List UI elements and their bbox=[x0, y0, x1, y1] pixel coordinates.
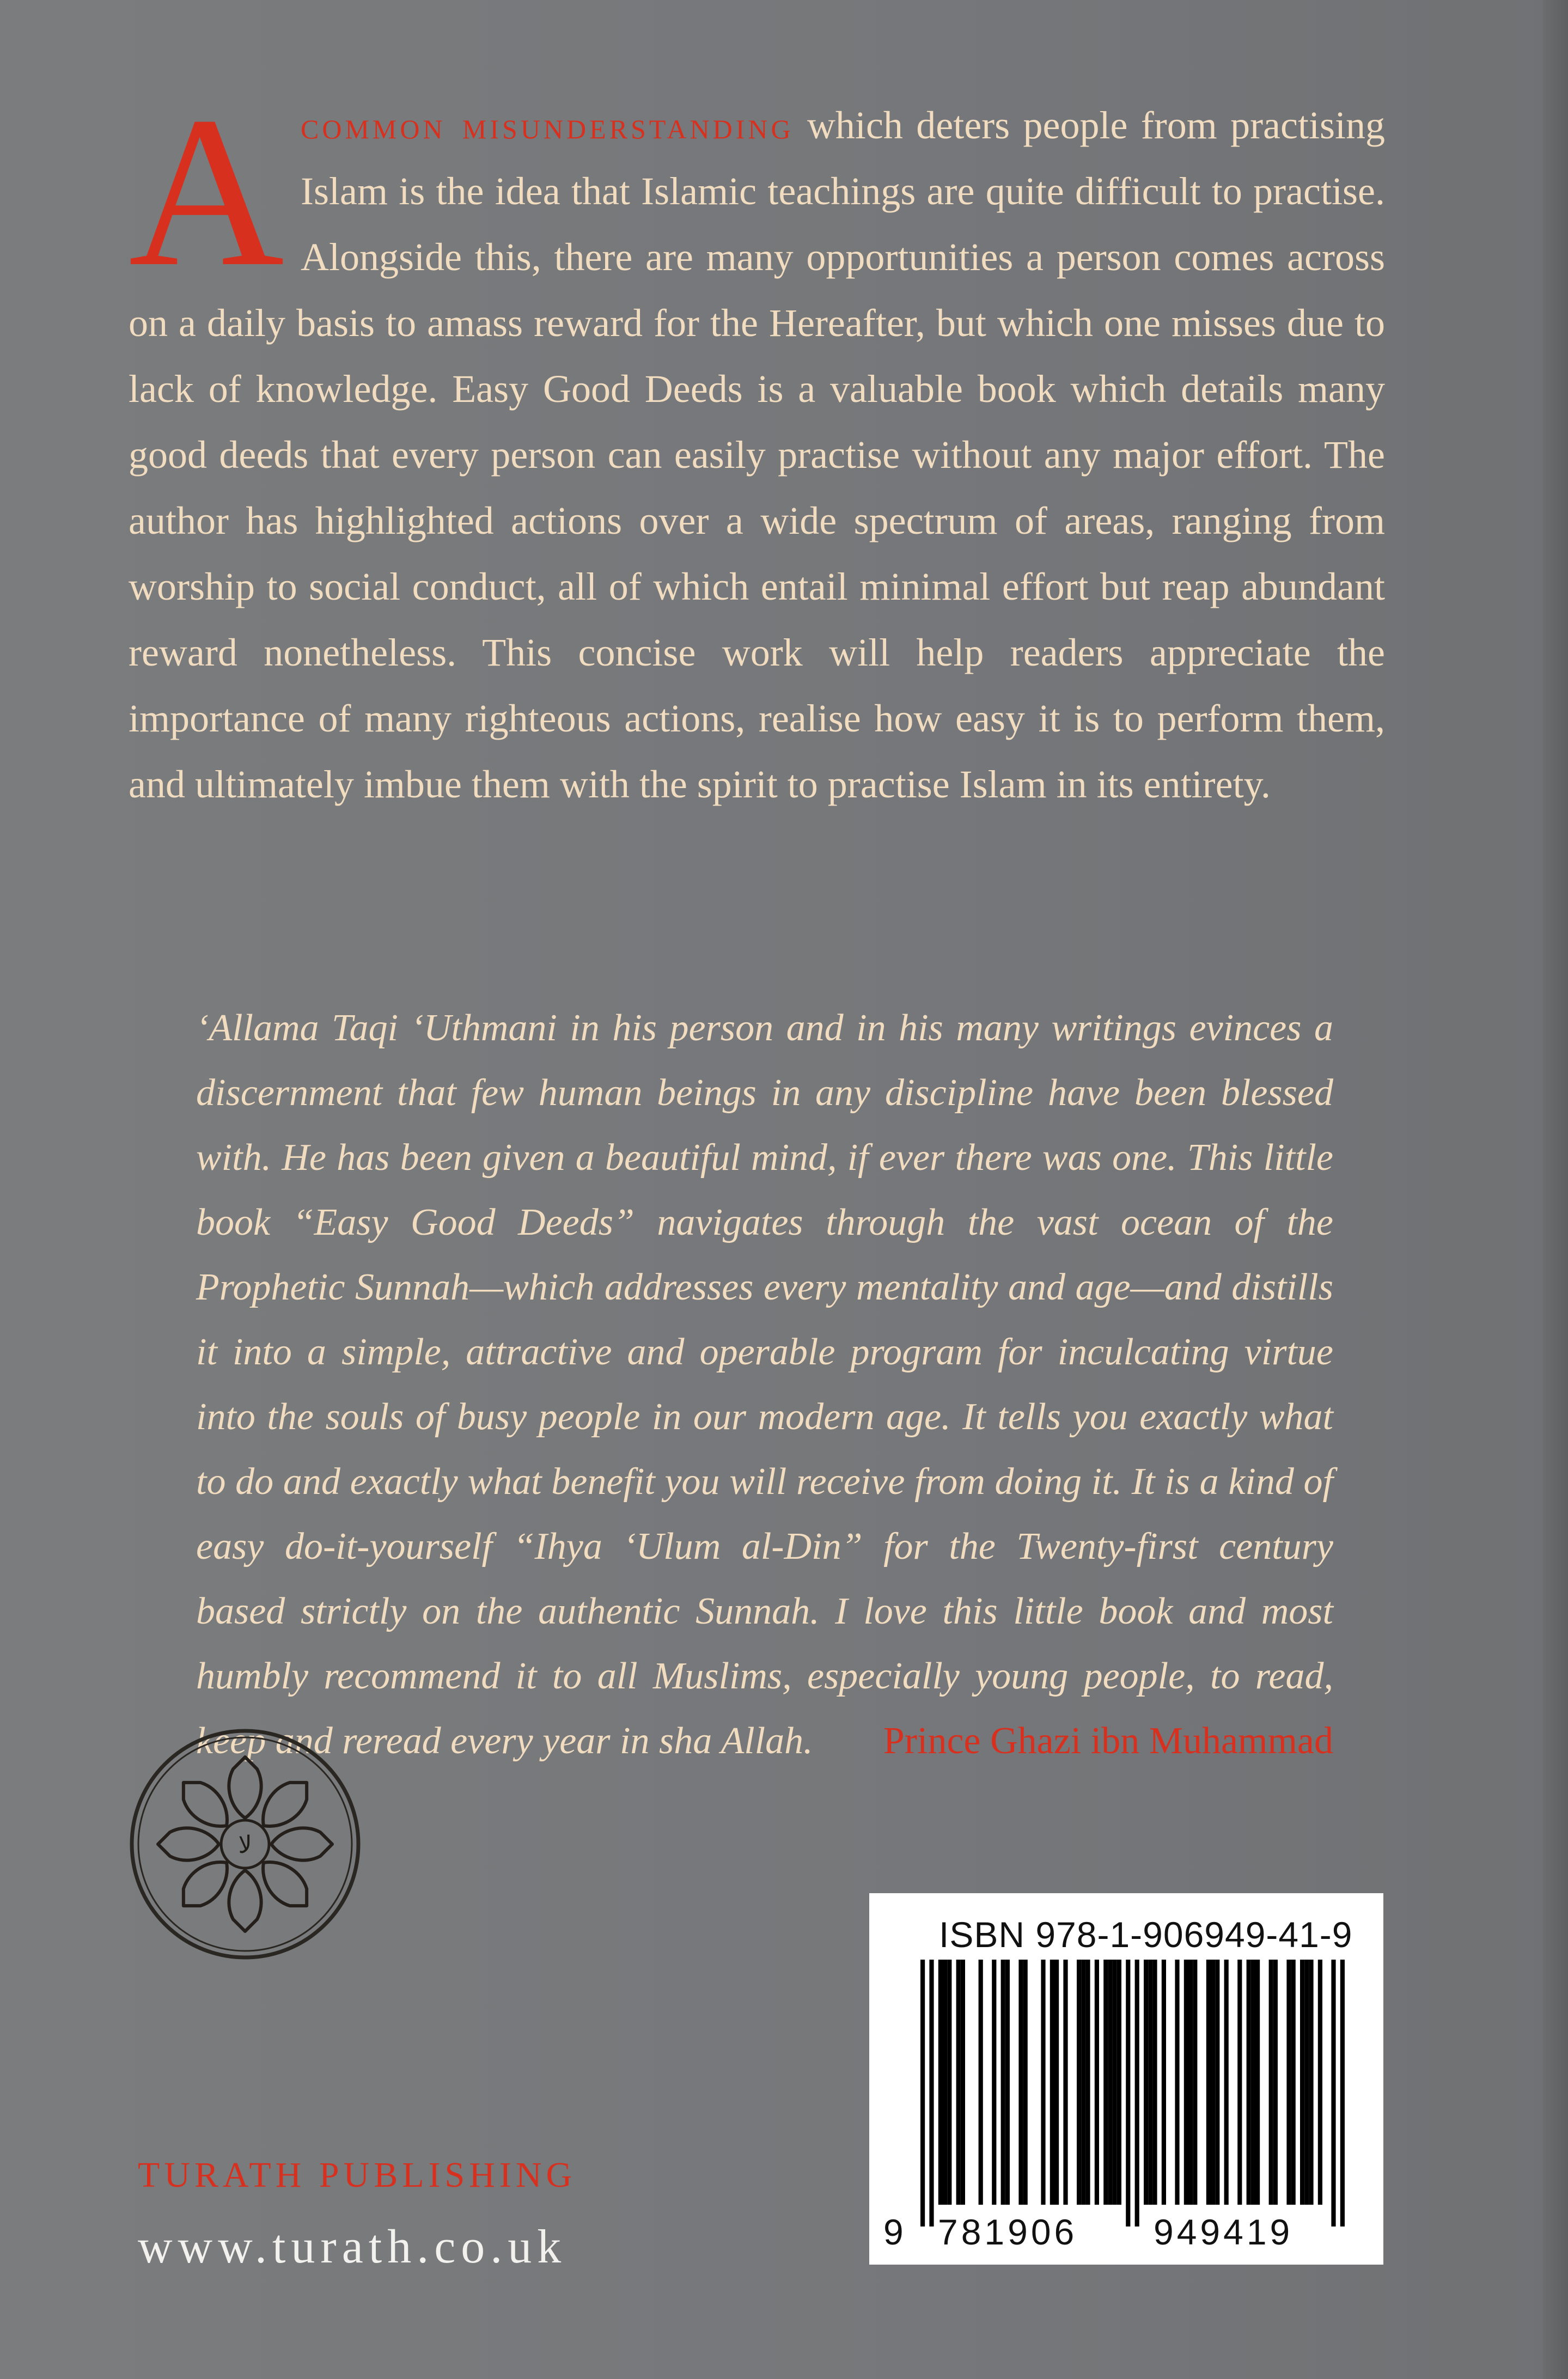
barcode-bar bbox=[1018, 1960, 1023, 2205]
barcode-bar bbox=[1206, 1960, 1211, 2205]
publisher-website: www.turath.co.uk bbox=[138, 2221, 567, 2273]
barcode-bar bbox=[956, 1960, 961, 2205]
barcode-digit-lead: 9 bbox=[883, 2212, 904, 2252]
barcode-bar bbox=[920, 1960, 925, 2226]
barcode-bar bbox=[961, 1960, 965, 2205]
barcode-bar bbox=[1063, 1960, 1067, 2205]
barcode-digits-left: 781906 bbox=[938, 2212, 1078, 2252]
barcode-bar bbox=[1286, 1960, 1291, 2205]
barcode-bar bbox=[1148, 1960, 1152, 2205]
barcode-bar bbox=[1117, 1960, 1121, 2205]
barcode-bar bbox=[1318, 1960, 1322, 2205]
barcode-bar bbox=[1300, 1960, 1304, 2205]
blurb-text: which deters people from practising Islam is the idea that Islamic teachings are quite difficult to practise. Alongside this, there are many opportunities a person comes across on a daily basis to amass reward for the Hereafter, but which one misses due to lack of knowledge. Easy Good Deeds is a valuable book which details many good deeds that every person can easily practise without any major effort. The author has highlighted actions over a wide spectrum of areas, ranging from worship to social conduct, all of which entail minimal effort but reap abundant reward nonetheless. This concise work will help readers appreciate the importance of many righteous actions, realise how easy it is to perform them, and ultimately imbue them with the spirit to practise Islam in its entirety. bbox=[129, 103, 1385, 806]
barcode-bar bbox=[1255, 1960, 1260, 2205]
emblem-calligraphy: لا bbox=[238, 1831, 252, 1859]
barcode-bar bbox=[1184, 1960, 1188, 2205]
barcode-bar bbox=[938, 1960, 943, 2205]
barcode-bar bbox=[1103, 1960, 1108, 2205]
turath-emblem-icon bbox=[126, 1725, 364, 1963]
emblem-petal bbox=[158, 1828, 219, 1860]
barcode-bar bbox=[1050, 1960, 1054, 2205]
barcode-bar bbox=[1005, 1960, 1010, 2205]
barcode-digits-right: 949419 bbox=[1154, 2212, 1294, 2252]
barcode-bar bbox=[1023, 1960, 1028, 2205]
barcode-bar bbox=[929, 1960, 934, 2226]
barcode-digits bbox=[869, 2211, 1383, 2255]
barcode-bar bbox=[1251, 1960, 1255, 2205]
barcode-bar bbox=[1162, 1960, 1166, 2205]
barcode-bar bbox=[1215, 1960, 1219, 2205]
barcode-bar bbox=[1211, 1960, 1215, 2205]
quote-attribution: Prince Ghazi ibn Muhammad bbox=[883, 1720, 1333, 1762]
emblem-petal bbox=[271, 1828, 332, 1860]
barcode-bar bbox=[1237, 1960, 1242, 2205]
barcode-bar bbox=[1041, 1960, 1045, 2205]
barcode-bar bbox=[1077, 1960, 1081, 2205]
publisher-name: TURATH PUBLISHING bbox=[138, 2155, 577, 2195]
barcode-bar bbox=[1152, 1960, 1157, 2205]
blurb-lead-smallcaps: common misunderstanding bbox=[300, 103, 794, 147]
barcode-bar bbox=[1113, 1960, 1117, 2205]
barcode-bar bbox=[1224, 1960, 1229, 2205]
barcode-bar bbox=[1269, 1960, 1273, 2205]
barcode-bar bbox=[992, 1960, 996, 2205]
barcode-bar bbox=[1331, 1960, 1335, 2226]
barcode-bar bbox=[979, 1960, 983, 2205]
barcode-bars bbox=[869, 1893, 1383, 2265]
barcode-bar bbox=[1291, 1960, 1296, 2205]
barcode-bar bbox=[1273, 1960, 1278, 2205]
barcode-bar bbox=[1304, 1960, 1309, 2205]
barcode-bar bbox=[1081, 1960, 1085, 2205]
barcode-bar bbox=[1144, 1960, 1148, 2205]
barcode-bar bbox=[1001, 1960, 1005, 2205]
barcode-bar bbox=[1188, 1960, 1193, 2205]
isbn-barcode bbox=[869, 1893, 1383, 2265]
emblem-petal bbox=[229, 1757, 261, 1818]
isbn-label: ISBN 978-1-906949-41-9 bbox=[939, 1914, 1353, 1955]
barcode-bar bbox=[1054, 1960, 1059, 2205]
barcode-bar bbox=[1135, 1960, 1139, 2226]
barcode-bar bbox=[1175, 1960, 1179, 2205]
barcode-bar bbox=[1247, 1960, 1251, 2205]
quote-text: ‘Allama Taqi ‘Uthmani in his person and in his many writings evinces a discernment that few human beings in any discipline have been blessed with. He has been given a beautiful mind, if ever there was one. This little book “Easy Good Deeds” navigates through the vast ocean of the Prophetic Sunnah—which addresses every mentality and age—and distills it into a simple, attractive and operable program for inculcating virtue into the souls of busy people in our modern age. It tells you exactly what to do and exactly what benefit you will receive from doing it. It is a kind of easy do-it-yourself “Ihya ‘Ulum al-Din” for the Twenty-first century based strictly on the authentic Sunnah. I love this little book and most humbly recommend it to all Muslims, especially young people, to read, keep and reread every year in sha Allah. bbox=[196, 1007, 1333, 1762]
barcode-bar bbox=[943, 1960, 947, 2205]
barcode-bar bbox=[1085, 1960, 1090, 2205]
drop-cap: A bbox=[129, 72, 284, 311]
barcode-bar bbox=[1193, 1960, 1197, 2205]
endorsement-quote bbox=[196, 996, 1333, 1773]
barcode-bar bbox=[1126, 1960, 1130, 2226]
barcode-bar bbox=[1095, 1960, 1099, 2205]
cover-edge bbox=[1543, 0, 1568, 2379]
barcode-bar bbox=[947, 1960, 951, 2205]
blurb-paragraph bbox=[129, 72, 1385, 818]
emblem-petal bbox=[229, 1870, 261, 1931]
barcode-bar bbox=[1108, 1960, 1112, 2205]
barcode-bar bbox=[1309, 1960, 1313, 2205]
barcode-bar bbox=[1340, 1960, 1345, 2226]
